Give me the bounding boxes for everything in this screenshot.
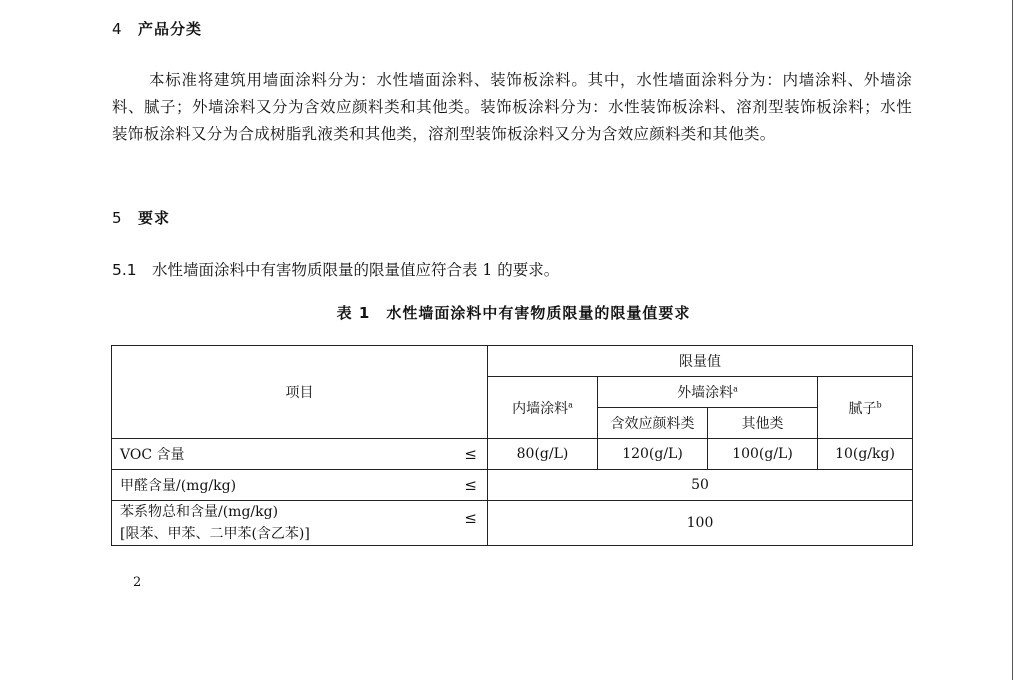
header-putty <box>818 377 913 439</box>
header-exterior-label: 外墙涂料 <box>677 385 734 401</box>
leq-symbol: ≤ <box>464 509 477 527</box>
item-label: 苯系物总和含量/(mg/kg) <box>120 504 279 520</box>
header-others: 其他类 <box>708 408 818 439</box>
requirements-table <box>111 345 913 546</box>
cell-value: 50 <box>488 470 913 501</box>
cell-interior: 80(g/L) <box>488 439 598 470</box>
header-limit: 限量值 <box>488 346 913 377</box>
cell-effect-pigment: 120(g/L) <box>598 439 708 470</box>
header-exterior <box>598 377 818 408</box>
footnote-mark: b <box>876 399 882 409</box>
header-effect-pigment: 含效应颜料类 <box>598 408 708 439</box>
table-row <box>112 470 913 501</box>
cell-item <box>112 501 488 546</box>
cell-value: 100 <box>488 501 913 546</box>
leq-symbol: ≤ <box>464 445 477 463</box>
header-item: 项目 <box>112 346 488 439</box>
section-number: 4 <box>112 20 123 38</box>
leq-symbol: ≤ <box>464 476 477 494</box>
cell-item <box>112 439 488 470</box>
section-number: 5 <box>112 209 123 227</box>
page-edge-line <box>1012 0 1013 680</box>
table-row <box>112 501 913 546</box>
section-title: 产品分类 <box>138 20 203 38</box>
section-5-heading <box>112 207 170 228</box>
header-putty-label: 腻子 <box>848 400 877 417</box>
clause-number: 5.1 <box>112 261 137 279</box>
page-number: 2 <box>133 575 142 590</box>
table-row <box>112 439 913 470</box>
clause-5-1 <box>112 258 559 280</box>
section-title: 要求 <box>138 209 171 227</box>
item-label: VOC 含量 <box>120 447 185 463</box>
section-4-heading <box>112 18 202 39</box>
footnote-mark: a <box>568 399 573 409</box>
cell-item <box>112 470 488 501</box>
cell-putty: 10(g/kg) <box>818 439 913 470</box>
cell-others: 100(g/L) <box>708 439 818 470</box>
table-caption: 表 1 水性墙面涂料中有害物质限量的限量值要求 <box>336 304 691 322</box>
section-4-paragraph: 本标准将建筑用墙面涂料分为：水性墙面涂料、装饰板涂料。其中，水性墙面涂料分为：内墙涂料、外墙涂料、腻子；外墙涂料又分为含效应颜料类和其他类。装饰板涂料分为：水性装饰板涂料、溶剂型装饰板涂料；水性装饰板涂料又分为合成树脂乳液类和其他类，溶剂型装饰板涂料又分为含效应颜料类和其他类。 <box>112 71 912 143</box>
table-header-row <box>112 346 913 377</box>
header-interior <box>488 377 598 439</box>
item-label: 甲醛含量/(mg/kg) <box>120 478 237 494</box>
footnote-mark: a <box>733 384 738 394</box>
clause-text: 水性墙面涂料中有害物质限量的限量值应符合表 1 的要求。 <box>152 261 560 279</box>
header-interior-label: 内墙涂料 <box>512 400 569 417</box>
item-label-line2: [限苯、甲苯、二甲苯(含乙苯)] <box>120 526 310 542</box>
